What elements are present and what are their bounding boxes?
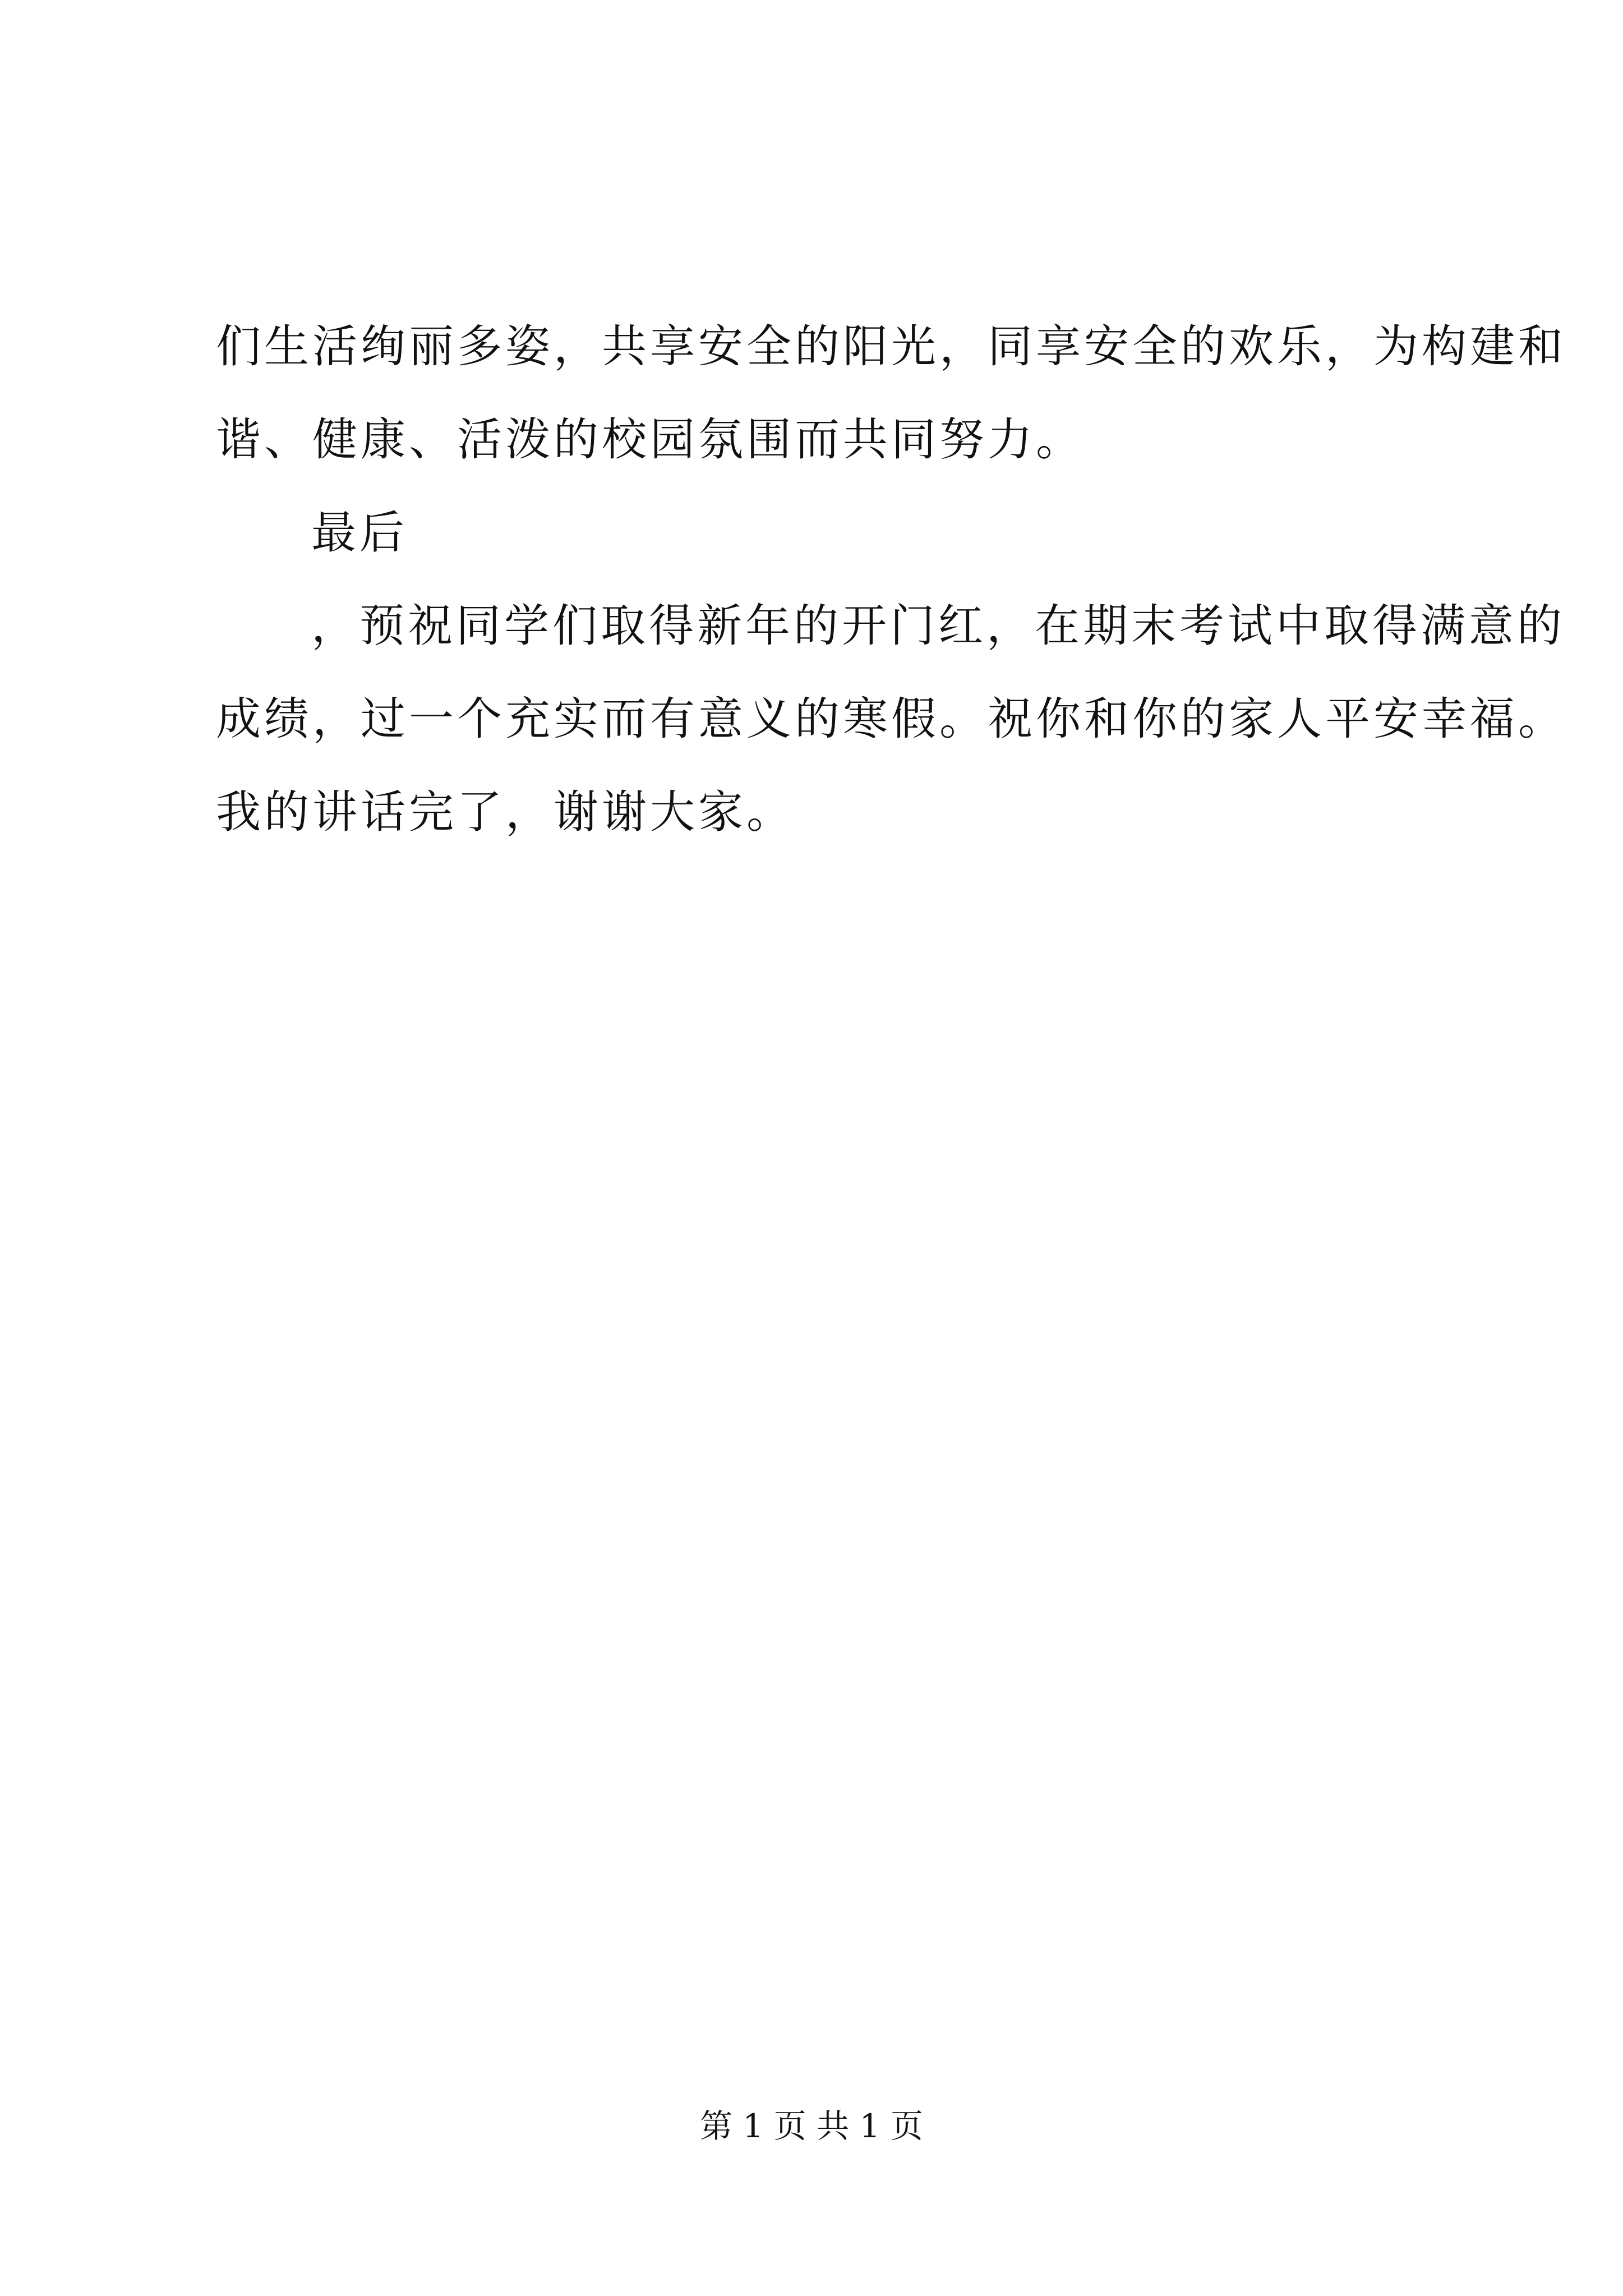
- page-number-label: 第 1 页 共 1 页: [700, 2107, 923, 2145]
- page-footer: [0, 2104, 1623, 2148]
- text-line-6: 我的讲话完了，谢谢大家。: [216, 786, 795, 838]
- text-line-2: 谐、健康、活泼的校园氛围而共同努力。: [216, 413, 1084, 466]
- text-line-1: 们生活绚丽多姿，共享安全的阳光，同享安全的欢乐，为构建和: [216, 320, 1566, 372]
- document-body: [216, 300, 1566, 859]
- text-line-5: 成绩，过一个充实而有意义的寒假。祝你和你的家人平安幸福。: [216, 693, 1566, 745]
- text-line-3: 最后: [311, 507, 408, 559]
- text-line-4: ，预祝同学们取得新年的开门红，在期末考试中取得满意的: [311, 600, 1565, 652]
